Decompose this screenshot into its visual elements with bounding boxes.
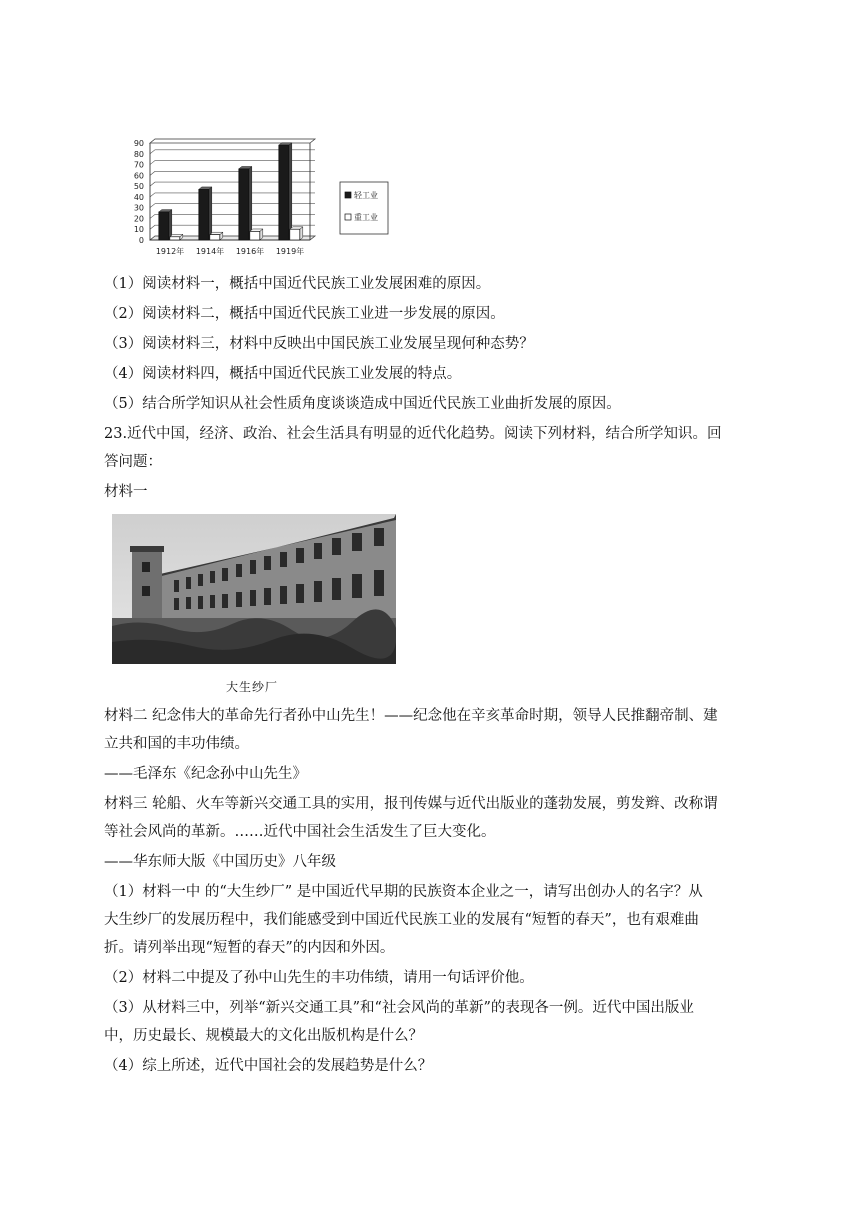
y-tick-label: 20 bbox=[133, 214, 144, 224]
bar bbox=[290, 229, 300, 240]
y-tick-label: 80 bbox=[133, 149, 144, 159]
photo-caption: 大生纱厂 bbox=[226, 680, 279, 694]
factory-photo bbox=[112, 514, 396, 664]
q23-question-3-line1: （3）从材料三中，列举“新兴交通工具”和“社会风尚的革新”的表现各一例。近代中国出版业 bbox=[104, 1000, 694, 1016]
y-tick-label: 90 bbox=[133, 139, 144, 148]
y-tick-label: 10 bbox=[133, 225, 144, 235]
bar bbox=[199, 189, 209, 240]
x-tick-label: 1912年 bbox=[155, 247, 185, 256]
bar bbox=[159, 212, 169, 240]
question-22-3: （3）阅读材料三，材料中反映出中国民族工业发展呈现何种态势？ bbox=[104, 336, 534, 352]
x-tick-label: 1914年 bbox=[195, 247, 225, 256]
y-tick-label: 60 bbox=[133, 171, 144, 181]
material-3-source: ——华东师大版《中国历史》八年级 bbox=[104, 854, 336, 870]
bar bbox=[279, 145, 289, 240]
bar-side bbox=[289, 143, 292, 240]
q23-question-3-line2: 中，历史最长、规模最大的文化出版机构是什么？ bbox=[104, 1028, 423, 1044]
question-22-4: （4）阅读材料四，概括中国近代民族工业发展的特点。 bbox=[104, 366, 462, 382]
chart-top-edge bbox=[150, 139, 315, 143]
bar bbox=[210, 235, 220, 240]
q23-question-1-line1: （1）材料一中 的“大生纱厂” 是中国近代早期的民族资本企业之一，请写出创办人的名字？从 bbox=[104, 884, 703, 900]
legend-swatch bbox=[345, 214, 351, 220]
material-3-line2: 等社会风尚的革新。……近代中国社会生活发生了巨大变化。 bbox=[104, 824, 496, 840]
question-22-1: （1）阅读材料一，概括中国近代民族工业发展困难的原因。 bbox=[104, 276, 491, 292]
bar bbox=[239, 169, 249, 240]
legend-box bbox=[340, 182, 388, 234]
q23-intro-line1: 23.近代中国，经济、政治、社会生活具有明显的近代化趋势。阅读下列材料，结合所学知识。回 bbox=[104, 426, 722, 442]
bar bbox=[170, 237, 180, 240]
q23-question-1-line3: 折。请列举出现“短暂的春天”的内因和外因。 bbox=[104, 940, 395, 956]
material-3-line1: 材料三 轮船、火车等新兴交通工具的实用，报刊传媒与近代出版业的蓬勃发展，剪发辫、改称谓 bbox=[104, 796, 718, 812]
y-tick-label: 0 bbox=[138, 236, 144, 245]
y-tick-label: 30 bbox=[133, 203, 144, 213]
question-22-2: （2）阅读材料二，概括中国近代民族工业进一步发展的原因。 bbox=[104, 306, 505, 322]
material-1-label: 材料一 bbox=[104, 484, 148, 500]
material-2-source: ——毛泽东《纪念孙中山先生》 bbox=[104, 766, 307, 782]
q23-question-1-line2: 大生纱厂的发展历程中，我们能感受到中国近代民族工业的发展有“短暂的春天”，也有艰难曲 bbox=[104, 912, 699, 928]
x-tick-label: 1916年 bbox=[235, 247, 265, 256]
legend-swatch bbox=[345, 192, 351, 198]
bar-side bbox=[249, 166, 252, 240]
x-tick-label: 1919年 bbox=[275, 247, 305, 256]
y-tick-label: 50 bbox=[133, 182, 144, 192]
bar-chart-svg bbox=[118, 128, 392, 264]
material-2-line2: 立共和国的丰功伟绩。 bbox=[104, 736, 249, 752]
q23-intro-line2: 答问题： bbox=[104, 454, 162, 470]
bar bbox=[250, 231, 260, 240]
bar-chart bbox=[118, 128, 392, 264]
legend-label: 重工业 bbox=[354, 213, 378, 222]
question-22-5: （5）结合所学知识从社会性质角度谈谈造成中国近代民族工业曲折发展的原因。 bbox=[104, 396, 621, 412]
q23-question-4: （4）综上所述，近代中国社会的发展趋势是什么？ bbox=[104, 1058, 433, 1074]
y-tick-label: 40 bbox=[133, 192, 144, 202]
bar-side bbox=[209, 187, 212, 240]
y-tick-label: 70 bbox=[133, 160, 144, 170]
material-2-line1: 材料二 纪念伟大的革命先行者孙中山先生！——纪念他在辛亥革命时期，领导人民推翻帝制、建 bbox=[104, 708, 718, 724]
q23-question-2: （2）材料二中提及了孙中山先生的丰功伟绩，请用一句话评价他。 bbox=[104, 970, 534, 986]
legend-label: 轻工业 bbox=[354, 191, 378, 200]
